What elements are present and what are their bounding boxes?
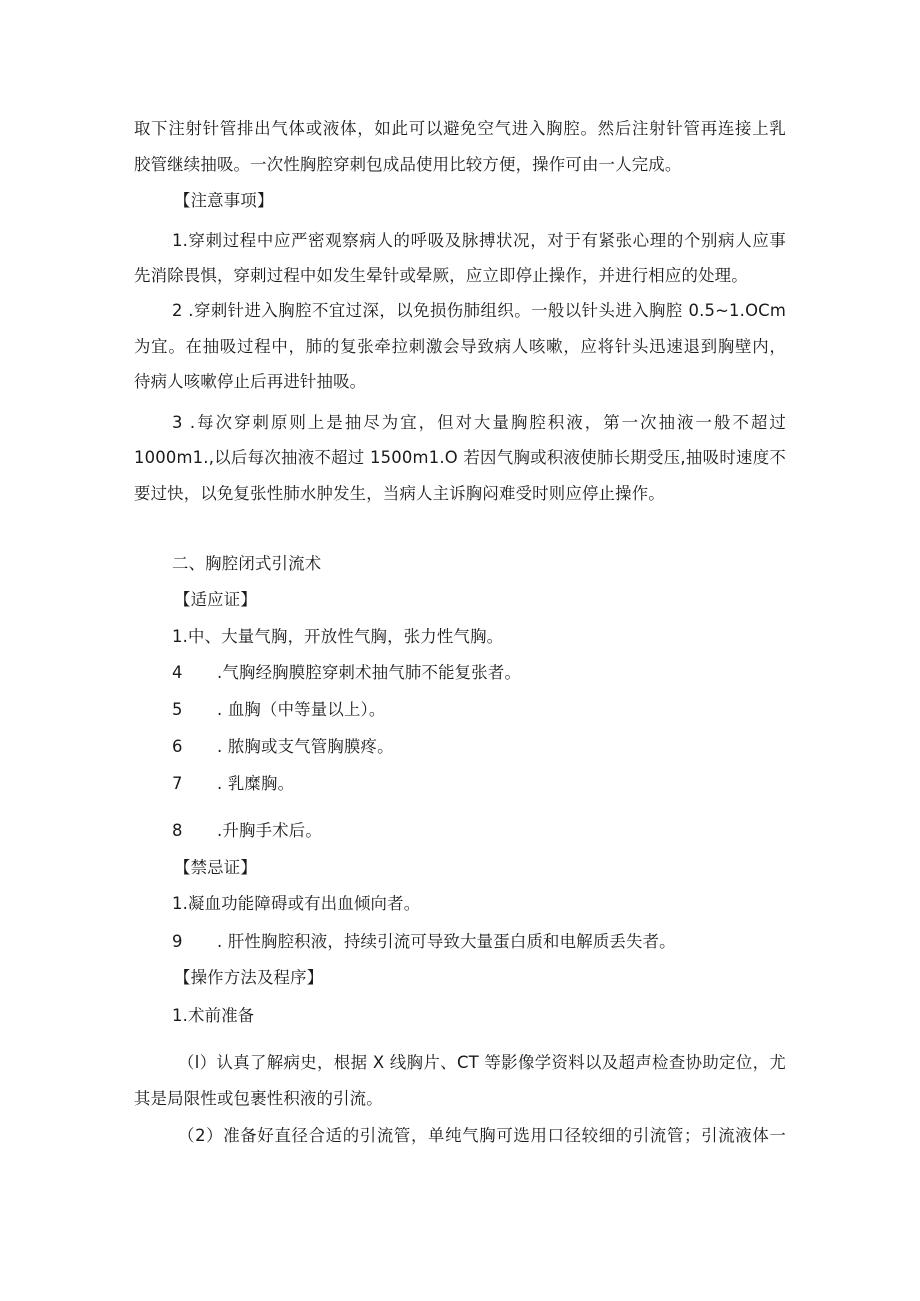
paragraph-line: 1.穿刺过程中应严密观察病人的呼吸及脉搏状况，对于有紧张心理的个别病人应事 <box>172 231 786 250</box>
paragraph-line: 取下注射针管排出气体或液体，如此可以避免空气进入胸腔。然后注射针管再连接上乳 <box>134 119 786 138</box>
list-item: .气胸经胸膜腔穿刺术抽气肺不能复张者。 <box>217 663 522 682</box>
paragraph-line: 3 .每次穿刺原则上是抽尽为宜，但对大量胸腔积液，第一次抽液一般不超过 <box>172 413 786 432</box>
paragraph-line: 待病人咳嗽停止后再进针抽吸。 <box>134 372 367 391</box>
paragraph-line: 要过快，以免复张性肺水肿发生，当病人主诉胸闷难受时则应停止操作。 <box>134 484 665 503</box>
list-item: . 血胸（中等量以上）。 <box>217 700 386 719</box>
list-item: 1.凝血功能障碍或有出血倾向者。 <box>172 894 421 913</box>
list-item: . 乳糜胸。 <box>217 774 295 793</box>
paragraph-line: （l）认真了解病史，根据 X 线胸片、CT 等影像学资料以及超声检查协助定位，尤 <box>178 1053 786 1072</box>
list-number: 6 <box>172 737 183 756</box>
list-number: 5 <box>172 700 183 719</box>
paragraph-line: （2）准备好直径合适的引流管，单纯气胸可选用口径较细的引流管；引流液体一 <box>178 1126 786 1145</box>
list-item: . 脓胸或支气管胸膜疼。 <box>217 737 394 756</box>
section-heading-indications: 【适应证】 <box>174 590 257 609</box>
list-item: .升胸手术后。 <box>217 821 322 840</box>
section-heading-notes: 【注意事项】 <box>174 191 274 210</box>
paragraph-line: 其是局限性或包裹性积液的引流。 <box>134 1089 383 1108</box>
section-heading-procedure: 【操作方法及程序】 <box>174 968 324 987</box>
list-number: 4 <box>172 663 183 682</box>
list-item: 1.中、大量气胸，开放性气胸，张力性气胸。 <box>172 627 504 646</box>
section-title: 二、胸腔闭式引流术 <box>172 554 322 573</box>
list-item: . 肝性胸腔积液，持续引流可导致大量蛋白质和电解质丢失者。 <box>217 932 676 951</box>
list-number: 9 <box>172 932 183 951</box>
paragraph-line: 1000m1.,以后每次抽液不超过 1500m1.O 若因气胸或积液使肺长期受压,抽吸时速度不 <box>134 448 786 467</box>
paragraph-line: 先消除畏惧，穿刺过程中如发生晕针或晕厥，应立即停止操作，并进行相应的处理。 <box>134 266 748 285</box>
paragraph-line: 2 .穿刺针进入胸腔不宜过深，以免损伤肺组织。一般以针头进入胸腔 0.5~1.OCm <box>172 301 786 320</box>
list-number: 7 <box>172 774 183 793</box>
subsection-title: 1.术前准备 <box>172 1006 255 1025</box>
list-number: 8 <box>172 821 183 840</box>
paragraph-line: 胶管继续抽吸。一次性胸腔穿刺包成品使用比较方便，操作可由一人完成。 <box>134 155 682 174</box>
section-heading-contraindications: 【禁忌证】 <box>174 858 257 877</box>
paragraph-line: 为宜。在抽吸过程中，肺的复张牵拉刺激会导致病人咳嗽，应将针头迅速退到胸壁内， <box>134 337 786 356</box>
